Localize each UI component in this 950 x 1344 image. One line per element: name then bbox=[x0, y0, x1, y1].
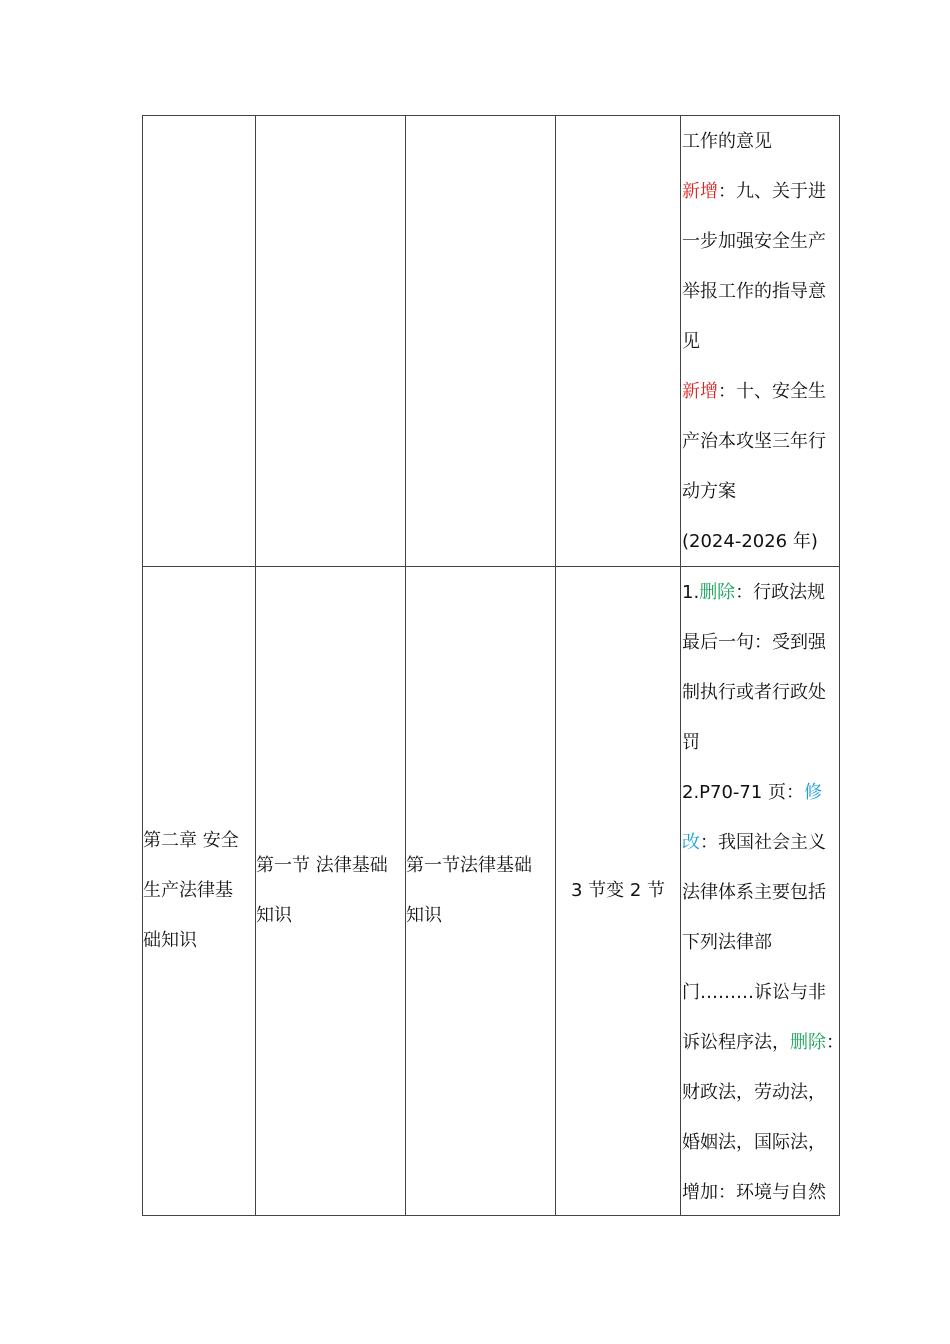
table-row bbox=[143, 116, 840, 567]
comparison-table bbox=[142, 115, 844, 1216]
chapter-cell bbox=[143, 116, 256, 567]
note-text: 罚 bbox=[682, 732, 700, 753]
note-line bbox=[682, 868, 839, 918]
notes-cell bbox=[681, 567, 844, 1216]
note-line bbox=[682, 1118, 839, 1168]
note-text: 工作的意见 bbox=[682, 131, 772, 152]
note-text: 下列法律部 bbox=[682, 932, 772, 953]
note-text: ： bbox=[826, 1032, 844, 1053]
added-tag: 新增 bbox=[682, 381, 718, 402]
old-section-cell bbox=[256, 116, 406, 567]
old-section-cell bbox=[256, 567, 406, 1216]
note-text: 1. bbox=[682, 582, 700, 603]
added-tag: 新增 bbox=[682, 181, 718, 202]
old-section-text: 第一节 法律基础 bbox=[256, 855, 388, 876]
new-section-cell bbox=[406, 116, 556, 567]
note-line bbox=[682, 467, 839, 517]
change-cell bbox=[556, 567, 681, 1216]
old-section-text: 知识 bbox=[256, 905, 292, 926]
note-line bbox=[682, 818, 839, 868]
note-line bbox=[682, 618, 839, 668]
change-text: 3 节变 2 节 bbox=[570, 880, 666, 901]
new-section-text: 知识 bbox=[406, 905, 442, 926]
table-row bbox=[143, 567, 844, 1216]
chapter-text: 第二章 安全 bbox=[143, 830, 239, 851]
chapter-cell bbox=[143, 567, 256, 1216]
note-text: 法律体系主要包括 bbox=[682, 882, 826, 903]
note-line bbox=[682, 167, 839, 217]
note-line bbox=[682, 1068, 839, 1118]
note-line bbox=[682, 1168, 839, 1218]
chapter-text: 生产法律基 bbox=[143, 880, 233, 901]
note-line bbox=[682, 117, 839, 167]
note-text: ：行政法规 bbox=[735, 582, 826, 603]
note-line bbox=[682, 417, 839, 467]
note-line bbox=[682, 367, 839, 417]
modified-tag: 改 bbox=[682, 832, 700, 853]
note-line bbox=[682, 668, 839, 718]
note-text: 诉讼程序法， bbox=[682, 1032, 790, 1053]
note-line bbox=[682, 517, 839, 567]
note-text: 产治本攻坚三年行 bbox=[682, 431, 826, 452]
note-text: 制执行或者行政处 bbox=[682, 682, 826, 703]
chapter-text: 础知识 bbox=[143, 930, 197, 951]
notes-cell bbox=[681, 116, 840, 567]
note-text: 动方案 bbox=[682, 481, 736, 502]
note-text: ：我国社会主义 bbox=[700, 832, 826, 853]
note-text: (2024-2026 年) bbox=[682, 531, 818, 552]
note-text: 见 bbox=[682, 331, 700, 352]
note-line bbox=[682, 1018, 844, 1068]
note-text: 举报工作的指导意 bbox=[682, 281, 826, 302]
note-line bbox=[682, 768, 839, 818]
change-cell bbox=[556, 116, 681, 567]
note-line bbox=[682, 918, 839, 968]
note-text: 门………诉讼与非 bbox=[682, 982, 826, 1003]
note-text: 一步加强安全生产 bbox=[682, 231, 826, 252]
note-text: ：九、关于进 bbox=[718, 181, 826, 202]
deleted-tag: 删除 bbox=[790, 1032, 826, 1053]
note-line bbox=[682, 968, 839, 1018]
deleted-tag: 删除 bbox=[699, 582, 736, 603]
note-line bbox=[682, 718, 839, 768]
note-line bbox=[682, 317, 839, 367]
modified-tag: 修 bbox=[804, 782, 823, 803]
note-text: ：十、安全生 bbox=[718, 381, 826, 402]
note-text: 最后一句：受到强 bbox=[682, 632, 826, 653]
note-text: 增加：环境与自然 bbox=[682, 1182, 826, 1203]
note-text: 婚姻法，国际法， bbox=[682, 1132, 826, 1153]
note-text: 财政法，劳动法， bbox=[682, 1082, 826, 1103]
new-section-text: 第一节法律基础 bbox=[406, 855, 532, 876]
new-section-cell bbox=[406, 567, 556, 1216]
note-line bbox=[682, 217, 839, 267]
note-line bbox=[682, 267, 839, 317]
note-text: 2.P70-71 页： bbox=[682, 782, 805, 803]
note-line bbox=[682, 568, 839, 618]
